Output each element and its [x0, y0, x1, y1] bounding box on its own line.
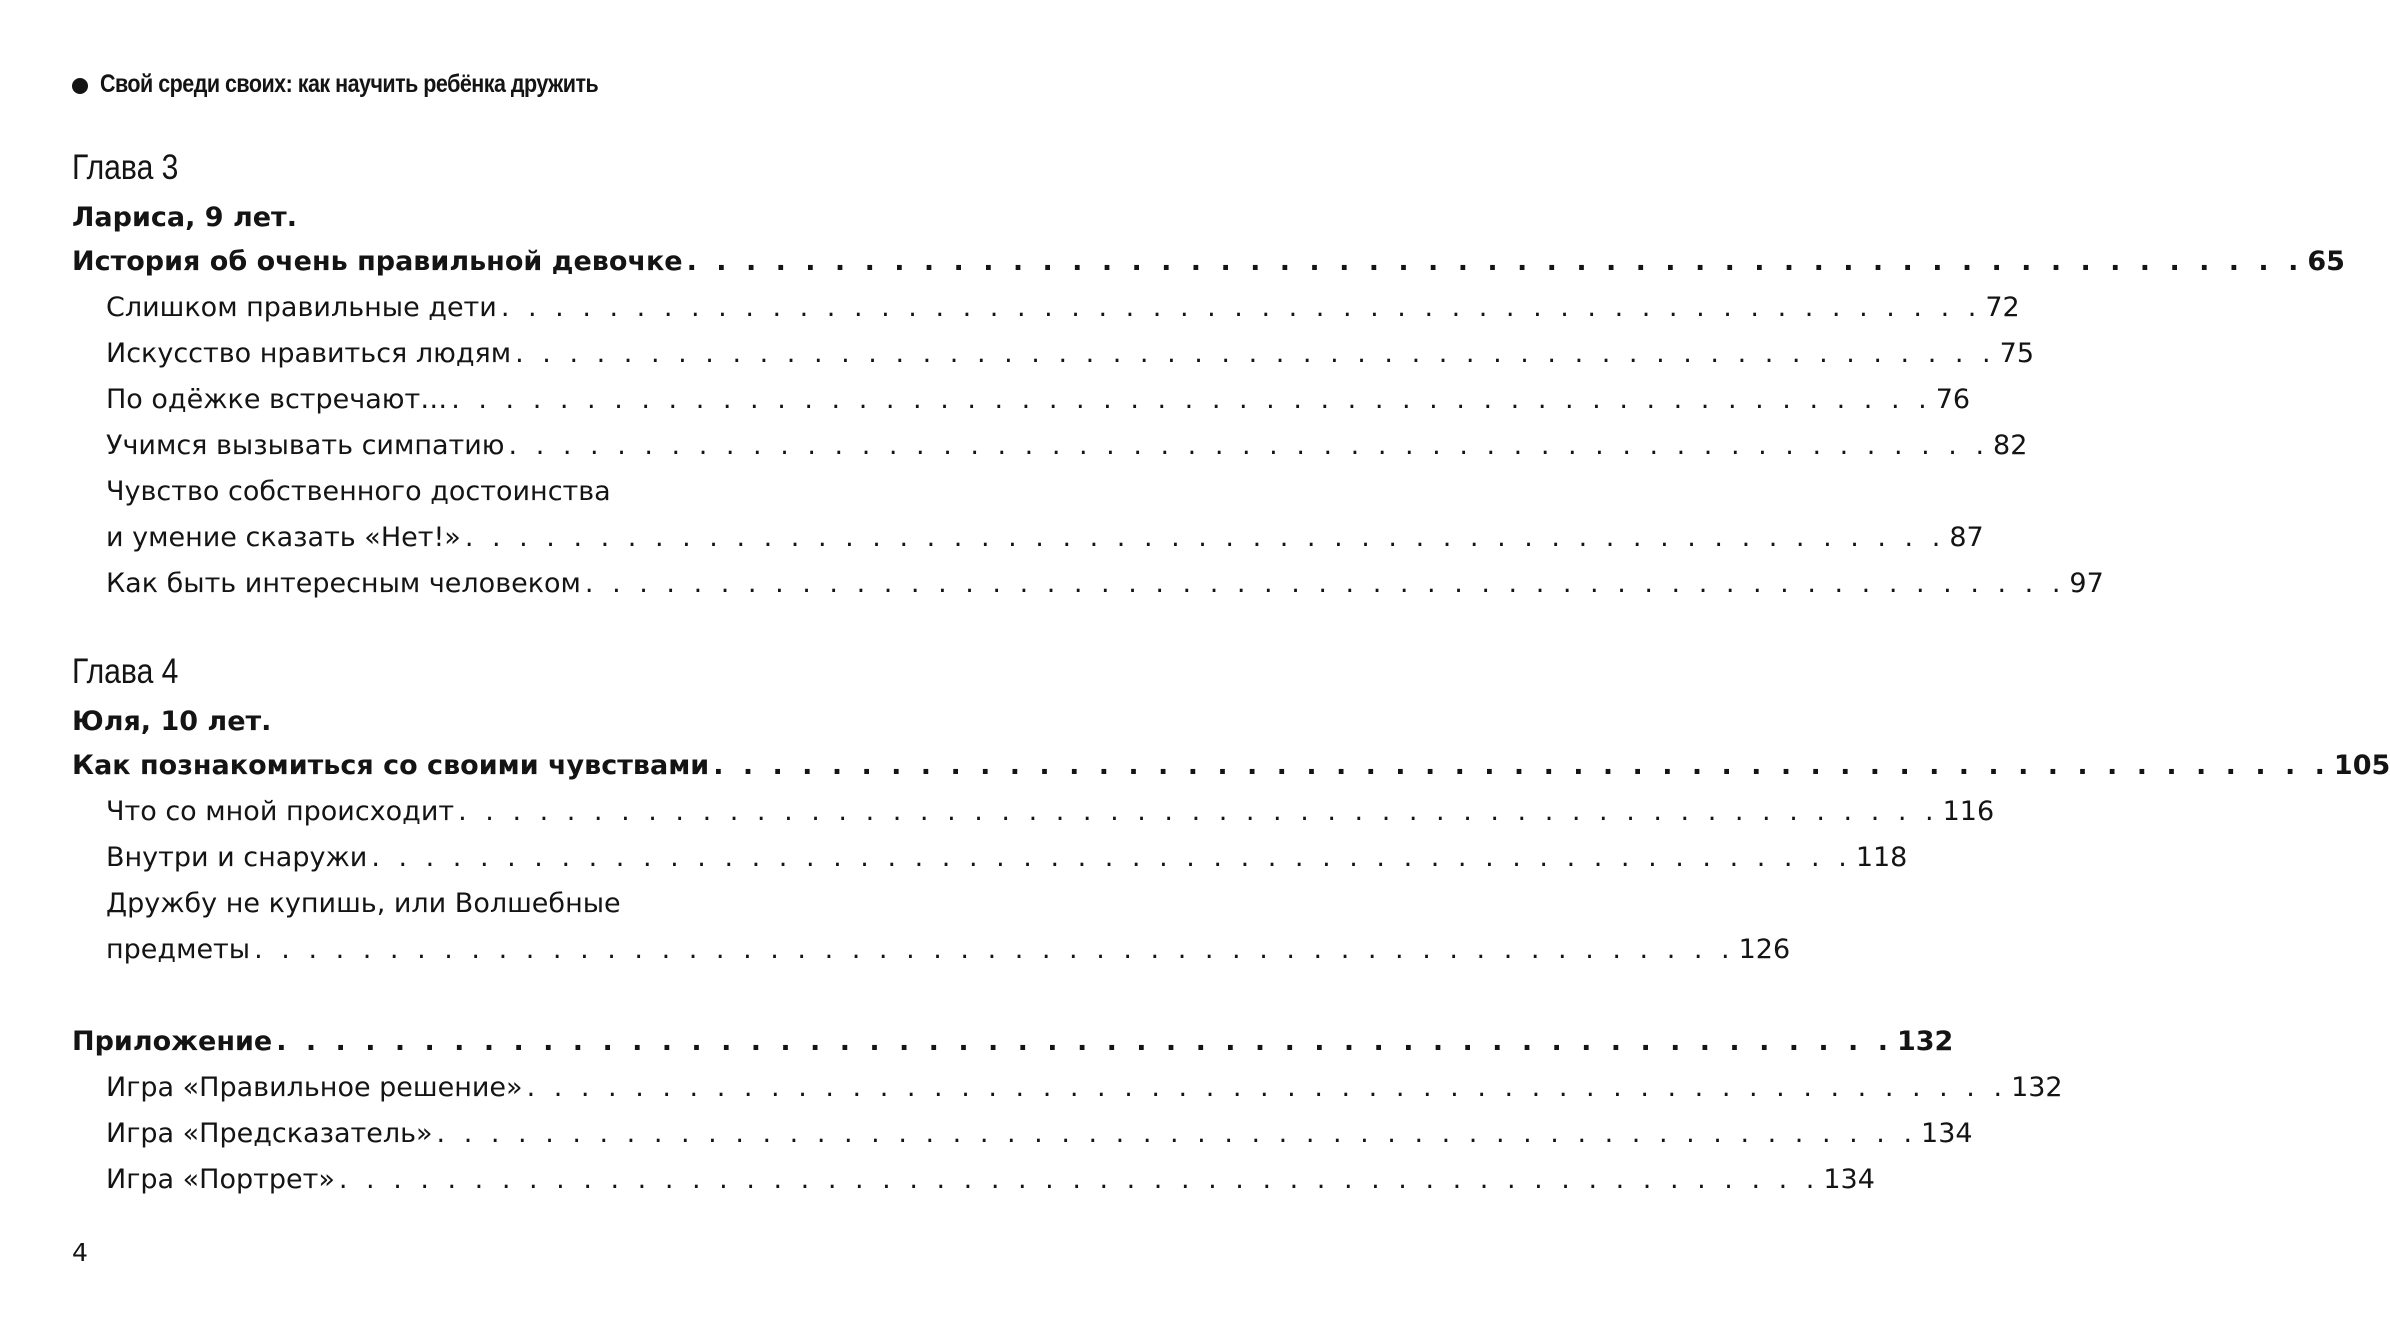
toc-entry-title: Приложение: [72, 1026, 273, 1057]
toc-entry-title-line1[interactable]: Дружбу не купишь, или Волшебные: [106, 888, 621, 919]
dot-leader: . . . . . . . . . . . . . . . . . . . . . . . . . . . . . . . . . . . . . . . . . . . . . . . . . . . . . . .: [500, 292, 1982, 323]
dot-leader: . . . . . . . . . . . . . . . . . . . . . . . . . . . . . . . . . . . . . . . . . . . . . . . . . . . . . . .: [713, 750, 2330, 781]
toc-entry-page: 65: [2307, 246, 2345, 277]
dot-leader: . . . . . . . . . . . . . . . . . . . . . . . . . . . . . . . . . . . . . . . . . . . . . . . . . . . . . . .: [584, 568, 2066, 599]
toc-entry-title: Что со мной происходит: [106, 796, 455, 827]
dot-leader: . . . . . . . . . . . . . . . . . . . . . . . . . . . . . . . . . . . . . . . . . . . . . . . . . . . . . . .: [458, 796, 1939, 827]
toc-entry-title: Внутри и снаружи: [106, 842, 368, 873]
dot-leader: . . . . . . . . . . . . . . . . . . . . . . . . . . . . . . . . . . . . . . . . . . . . . . . . . . . . . . .: [686, 246, 2304, 277]
toc-entry-title: Искусство нравиться людям: [106, 338, 512, 369]
chapter-4-label: Глава 4: [72, 652, 179, 691]
chapter-4-subtitle: Юля, 10 лет.: [72, 706, 272, 737]
running-head-title: Свой среди своих: как научить ребёнка дружить: [100, 70, 599, 98]
toc-entry-title: и умение сказать «Нет!»: [106, 522, 461, 553]
toc-entry-page: 87: [1949, 522, 1984, 553]
toc-entry[interactable]: [106, 796, 1995, 827]
toc-entry[interactable]: [106, 1118, 1973, 1149]
toc-entry-chapter-4[interactable]: [72, 750, 2390, 781]
toc-entry-page: 134: [1921, 1118, 1973, 1149]
toc-entry[interactable]: [106, 292, 2020, 323]
dot-leader: . . . . . . . . . . . . . . . . . . . . . . . . . . . . . . . . . . . . . . . . . . . . . . . . . . . . . . .: [276, 1026, 1893, 1057]
toc-entry-title: Как познакомиться со своими чувствами: [72, 750, 710, 781]
toc-entry-page: 118: [1855, 842, 1908, 873]
toc-entry[interactable]: [106, 338, 2034, 369]
running-head: [72, 70, 679, 99]
toc-entry-page: 72: [1985, 292, 2020, 323]
toc-entry-appendix[interactable]: [72, 1026, 1954, 1057]
toc-entry-page: 75: [1999, 338, 2034, 369]
bullet-icon: [72, 78, 88, 94]
toc-entry-title: Игра «Правильное решение»: [106, 1072, 523, 1103]
toc-entry[interactable]: [106, 568, 2104, 599]
toc-entry-title: Игра «Предсказатель»: [106, 1118, 433, 1149]
chapter-3-subtitle: Лариса, 9 лет.: [72, 202, 297, 233]
toc-entry-page: 126: [1738, 934, 1791, 965]
page-number: 4: [72, 1238, 88, 1267]
toc-entry-page: 132: [2011, 1072, 2063, 1103]
toc-entry[interactable]: [106, 522, 1984, 553]
dot-leader: . . . . . . . . . . . . . . . . . . . . . . . . . . . . . . . . . . . . . . . . . . . . . . . . . . . . . . .: [451, 384, 1932, 415]
toc-entry-page: 134: [1823, 1164, 1875, 1195]
toc-entry-chapter-3[interactable]: [72, 246, 2345, 277]
toc-entry[interactable]: [106, 934, 1791, 965]
dot-leader: . . . . . . . . . . . . . . . . . . . . . . . . . . . . . . . . . . . . . . . . . . . . . . . . . . . . . . .: [254, 934, 1735, 965]
toc-entry-title-line1[interactable]: Чувство собственного достоинства: [106, 476, 611, 507]
toc-entry-page: 105: [2333, 750, 2390, 781]
toc-entry[interactable]: [106, 430, 2028, 461]
toc-entry-page: 132: [1896, 1026, 1954, 1057]
toc-entry-title: По одёжке встречают…: [106, 384, 448, 415]
dot-leader: . . . . . . . . . . . . . . . . . . . . . . . . . . . . . . . . . . . . . . . . . . . . . . . . . . . . . . .: [464, 522, 1946, 553]
toc-entry-title: Слишком правильные дети: [106, 292, 497, 323]
toc-entry-page: 97: [2069, 568, 2104, 599]
toc-entry[interactable]: [106, 842, 1908, 873]
toc-entry-title: предметы: [106, 934, 251, 965]
dot-leader: . . . . . . . . . . . . . . . . . . . . . . . . . . . . . . . . . . . . . . . . . . . . . . . . . . . . . . .: [515, 338, 1996, 369]
dot-leader: . . . . . . . . . . . . . . . . . . . . . . . . . . . . . . . . . . . . . . . . . . . . . . . . . . . . . . .: [436, 1118, 1918, 1149]
toc-entry-page: 82: [1993, 430, 2028, 461]
toc-entry[interactable]: [106, 1072, 2063, 1103]
toc-entry-title: Игра «Портрет»: [106, 1164, 335, 1195]
toc-entry-title: Учимся вызывать симпатию: [106, 430, 505, 461]
toc-entry-title: История об очень правильной девочке: [72, 246, 683, 277]
dot-leader: . . . . . . . . . . . . . . . . . . . . . . . . . . . . . . . . . . . . . . . . . . . . . . . . . . . . . . .: [508, 430, 1990, 461]
dot-leader: . . . . . . . . . . . . . . . . . . . . . . . . . . . . . . . . . . . . . . . . . . . . . . . . . . . . . . .: [526, 1072, 2008, 1103]
toc-entry[interactable]: [106, 1164, 1875, 1195]
toc-entry[interactable]: [106, 384, 1971, 415]
toc-entry-page: 116: [1942, 796, 1995, 827]
dot-leader: . . . . . . . . . . . . . . . . . . . . . . . . . . . . . . . . . . . . . . . . . . . . . . . . . . . . . . .: [338, 1164, 1820, 1195]
dot-leader: . . . . . . . . . . . . . . . . . . . . . . . . . . . . . . . . . . . . . . . . . . . . . . . . . . . . . . .: [371, 842, 1852, 873]
chapter-3-label: Глава 3: [72, 148, 179, 187]
toc-entry-page: 76: [1935, 384, 1971, 415]
toc-entry-title: Как быть интересным человеком: [106, 568, 581, 599]
